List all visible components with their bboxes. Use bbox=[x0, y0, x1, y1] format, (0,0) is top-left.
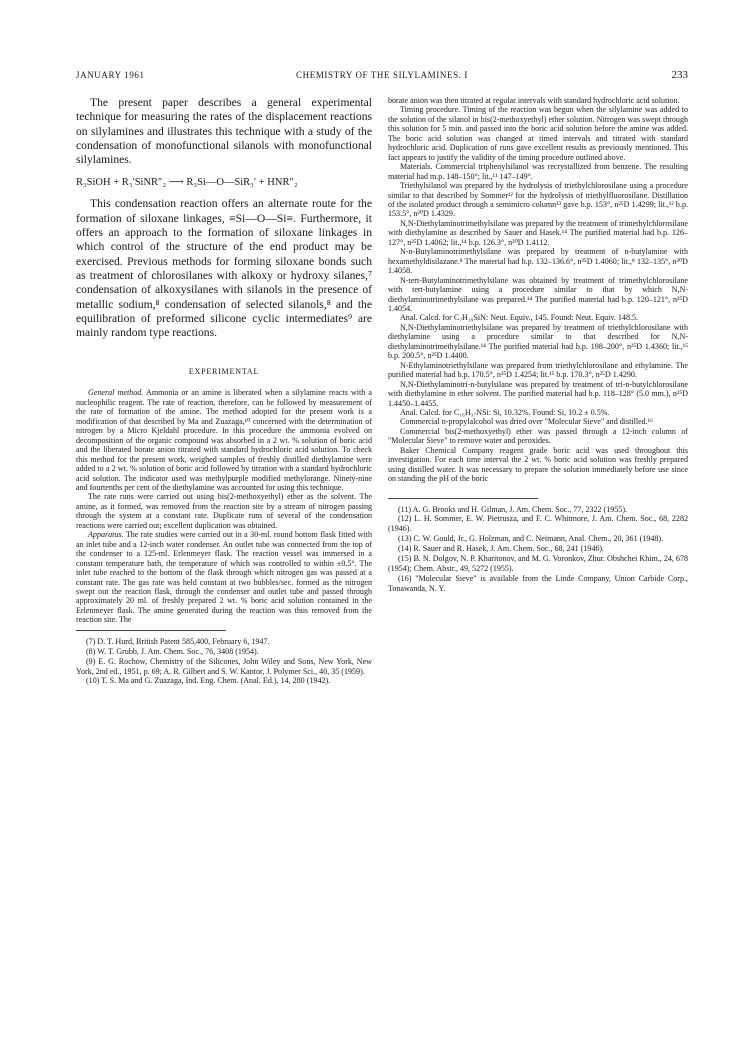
paragraph: Commercial bis(2-methoxyethyl) ether was passed through a 12-inch column of "Molecular Sieve" to remove water and peroxides. bbox=[388, 426, 688, 446]
header-date: JANUARY 1961 bbox=[76, 70, 145, 80]
condensation-paragraph: This condensation reaction offers an alternate route for the formation of siloxane linkages, ≡Si—O—Si≡. Furthermore, it offers an approach to the formation of siloxane linkages in which control of the structure of the end product may be exercised. Previous methods for forming siloxane bonds such as treatment of chlorosilanes with alkoxy or hydroxy silanes,⁷ condensation of alkoxysilanes with silanols in the presence of metallic sodium,⁸ condensation of selected silanols,⁸ and the equilibration of preformed silicone cyclic intermediates⁹ are mainly random type reactions. bbox=[76, 197, 372, 340]
right-column bbox=[388, 96, 688, 594]
paragraph: N-n-Butylaminotrimethylsilane was prepared by treatment of n-butylamine with hexamethyldisilazane.⁸ The material had b.p. 132–136.6°, n²⁵D 1.4060; lit.,⁸ 132–135°, n²⁰D 1.4058. bbox=[388, 247, 688, 276]
paragraph: N-tert-Butylaminotrimethylsilane was obtained by treatment of trimethylchlorosilane with tert-butylamine using a procedure similar to that by which N,N-diethylaminotrimethylsilane was prepared.¹⁴ The purified material had b.p. 120–121°, n²⁵D 1.4054. bbox=[388, 275, 688, 313]
footnote-divider bbox=[388, 498, 538, 499]
footnote: (14) R. Sauer and R. Hasek, J. Am. Chem. Soc., 68, 241 (1946). bbox=[398, 544, 605, 554]
footnote: (8) W. T. Grubb, J. Am. Chem. Soc., 76, 3408 (1954). bbox=[86, 646, 259, 656]
paragraph: N,N-Diethylaminotriethylsilane was prepared by treatment of triethylchlorosilane with diethylamine using a procedure similar to that described for N,N-diethylaminotrimethylsilane.¹⁴ The purified material had b.p. 198–200°, n²⁵D 1.4360; lit.,¹⁵ b.p. 200.5°, n²⁵D 1.4400. bbox=[388, 322, 688, 361]
header-running-title: CHEMISTRY OF THE SILYLAMINES. I bbox=[296, 70, 468, 80]
rate-runs-paragraph: The rate runs were carried out using bis(2-methoxyethyl) ether as the solvent. The amine, as it formed, was removed from the reaction site by a stream of nitrogen passing through the system at a constant rate. Duplicate runs of several of the condensation reactions were carried out; excellent duplication was obtained. bbox=[76, 492, 372, 530]
apparatus-label: Apparatus. bbox=[88, 530, 124, 540]
paragraph: Commercial n-propylalcohol was dried over "Molecular Sieve" and distilled.¹⁶ bbox=[400, 417, 653, 427]
paragraph: N,N-Diethylaminotrimethylsilane was prepared by the treatment of trimethylchlorosilane with diethylamine as described by Sauer and Hasek.¹⁴ The purified material had b.p. 126–127°, n²⁵D 1.4062; lit.,¹⁴ b.p. 126.3°, n²⁰D 1.4112. bbox=[388, 218, 688, 247]
footnote: (10) T. S. Ma and G. Zuazaga, Ind. Eng. Chem. (Anal. Ed.), 14, 280 (1942). bbox=[86, 676, 331, 686]
apparatus-text: The rate studies were carried out in a 30-ml. round bottom flask fitted with an inlet tube and a 12-inch water condenser. An outlet tube was connected from the top of the condenser to a 125-ml. Erlenmeyer flask. The reaction vessel was immersed in a constant temperature bath, the temperature of which was controlled to within ±0.5°. The inlet tube reached to the bottom of the flask through which nitrogen gas was passed at a constant rate. The gas rate was held constant at two bubbles/sec. formed as the nitrogen swept out the reaction flask, through the condenser and outlet tube and passed through approximately 20 ml. of freshly prepared 2 wt. % boric acid solution contained in the Erlenmeyer flask. The amine generated during the reaction was thus removed from the reaction site. The bbox=[76, 530, 372, 625]
footnote: (12) L. H. Sommer, E. W. Pietrusza, and F. C. Whitmore, J. Am. Chem. Soc., 68, 2282 (1946). bbox=[388, 514, 688, 534]
section-title: EXPERIMENTAL bbox=[188, 367, 260, 377]
footnote: (15) B. N. Dolgov, N. P. Kharitonov, and M. G. Voronkov, Zhur. Obshchei Khim., 24, 678 (1954); Chem. Abstr., 49, 5272 (1955). bbox=[388, 554, 688, 574]
footnote-divider bbox=[76, 630, 226, 631]
reaction-equation: R₃SiOH + R₃′SiNR″₂ ⟶ R₃Si—O—SiR₃′ + HNR″₂ bbox=[76, 177, 298, 189]
intro-paragraph: The present paper describes a general experimental technique for measuring the rates of the displacement reactions on silylamines and illustrates this technique with a study of the condensation of monofunctional silanols with monofunctional silylamines. bbox=[76, 96, 372, 167]
paragraph: borate anion was then titrated at regular intervals with standard hydrochloric acid solution. bbox=[388, 96, 680, 105]
footnote: (11) A. G. Brooks and H. Gilman, J. Am. Chem. Soc., 77, 2322 (1955). bbox=[398, 504, 628, 514]
paragraph: Baker Chemical Company reagent grade boric acid was used throughout this investigation. For each time interval the 2 wt. % boric acid solution was freshly prepared using distilled water. It was necessary to prepare the solution immediately before use since on standing the pH of the boric bbox=[388, 445, 688, 484]
footnotes-left bbox=[76, 637, 372, 687]
general-method-text: Ammonia or an amine is liberated when a silylamine reacts with a nucleophilic reagent. The rate of reaction, therefore, can be followed by measurement of the rate of formation of the amine. The method adopted for the present work is a modification of that described by Ma and Zuazaga,¹⁰ concerned with the determination of nitrogen by a Micro Kjeldahl procedure. In this procedure the ammonia evolved on decomposition of the organic compound was absorbed in a 2 wt. % solution of boric acid and the liberated borate anion titrated with standard hydrochloric acid solution. To check this method for the present work, weighed samples of freshly distilled diethylamine were added to a 2 wt. % solution of boric acid followed by titration with a standard hydrochloric acid solution. The indicator used was methylpurple modified methylorange. Ninety-nine and fourtenths per cent of the diethylamine was accounted for using this technique. bbox=[76, 388, 372, 492]
footnote: (9) E. G. Rochow, Chemistry of the Silicones, John Wiley and Sons, New York, New York, 2nd ed., 1951, p. 69; A. R. Gilbert and S. W. Kantor, J. Polymer Sci., 40, 35 (1959). bbox=[76, 656, 372, 676]
general-method-label: General method. bbox=[88, 388, 144, 398]
footnotes-right bbox=[388, 505, 688, 594]
footnote: (13) C. W. Gould, Jr., G. Holzman, and C. Neimann, Anal. Chem., 20, 361 (1948). bbox=[398, 534, 664, 544]
paragraph: N,N-Diethylaminotri-n-butylsilane was prepared by treatment of tri-n-butylchlorosilane with diethylamine in ether solvent. The purified material had b.p. 118–128° (5.0 mm.), n²⁵D 1.4450–1.4455. bbox=[388, 379, 688, 408]
paragraph: Anal. Calcd. for C₁₆H₃₇NSi: Si, 10.32%. Found: Si, 10.2 ± 0.5%. bbox=[400, 407, 610, 417]
left-column bbox=[76, 96, 372, 686]
footnote: (16) "Molecular Sieve" is available from the Linde Company, Union Carbide Corp., Tonawanda, N. Y. bbox=[388, 573, 688, 593]
general-method-paragraph bbox=[76, 388, 372, 492]
footnote: (7) D. T. Hurd, British Patent 585,400, February 6, 1947. bbox=[86, 636, 270, 646]
paragraph: Timing procedure. Timing of the reaction was begun when the silylamine was added to the solution of the silanol in bis(2-methoxyethyl) ether solution. Nitrogen was swept through this solution for 5 min. and passed into the boric acid solution before the amine was added. The boric acid solution was changed at timed intervals and titrated with standard hydrochloric acid. Duplication of runs gave excellent results as previously mentioned. This fact appears to justify the validity of the timing procedure outlined above. bbox=[388, 105, 688, 162]
apparatus-paragraph bbox=[76, 530, 372, 625]
header-page-number: 233 bbox=[671, 69, 688, 81]
paragraph: Anal. Calcd. for C₇H₁₉SiN: Neut. Equiv., 145. Found: Neut. Equiv. 148.5. bbox=[400, 313, 639, 323]
paragraph: Triethylsilanol was prepared by the hydrolysis of triethylchlorosilane using a procedure similar to that described by Sommer¹² for the hydrolysis of triethylfluorosilane. Distillation of the isolated product through a semimicro column¹³ gave b.p. 153°, n²⁵D 1.4299; lit.,¹² b.p. 153.5°, n²⁰D 1.4329. bbox=[388, 181, 688, 219]
paragraph: N-Ethylaminotriethylsilane was prepared from triethylchlorosilane and ethylamine. The purified material had b.p. 170.5°, n²⁵D 1.4254; lit.¹⁵ b.p. 170.3°, n²⁵D 1.4290. bbox=[388, 360, 688, 380]
paragraph: Materials. Commercial triphenylsilanol was recrystallized from benzene. The resulting material had m.p. 148–150°; lit.,¹¹ 147–149°. bbox=[388, 162, 688, 181]
